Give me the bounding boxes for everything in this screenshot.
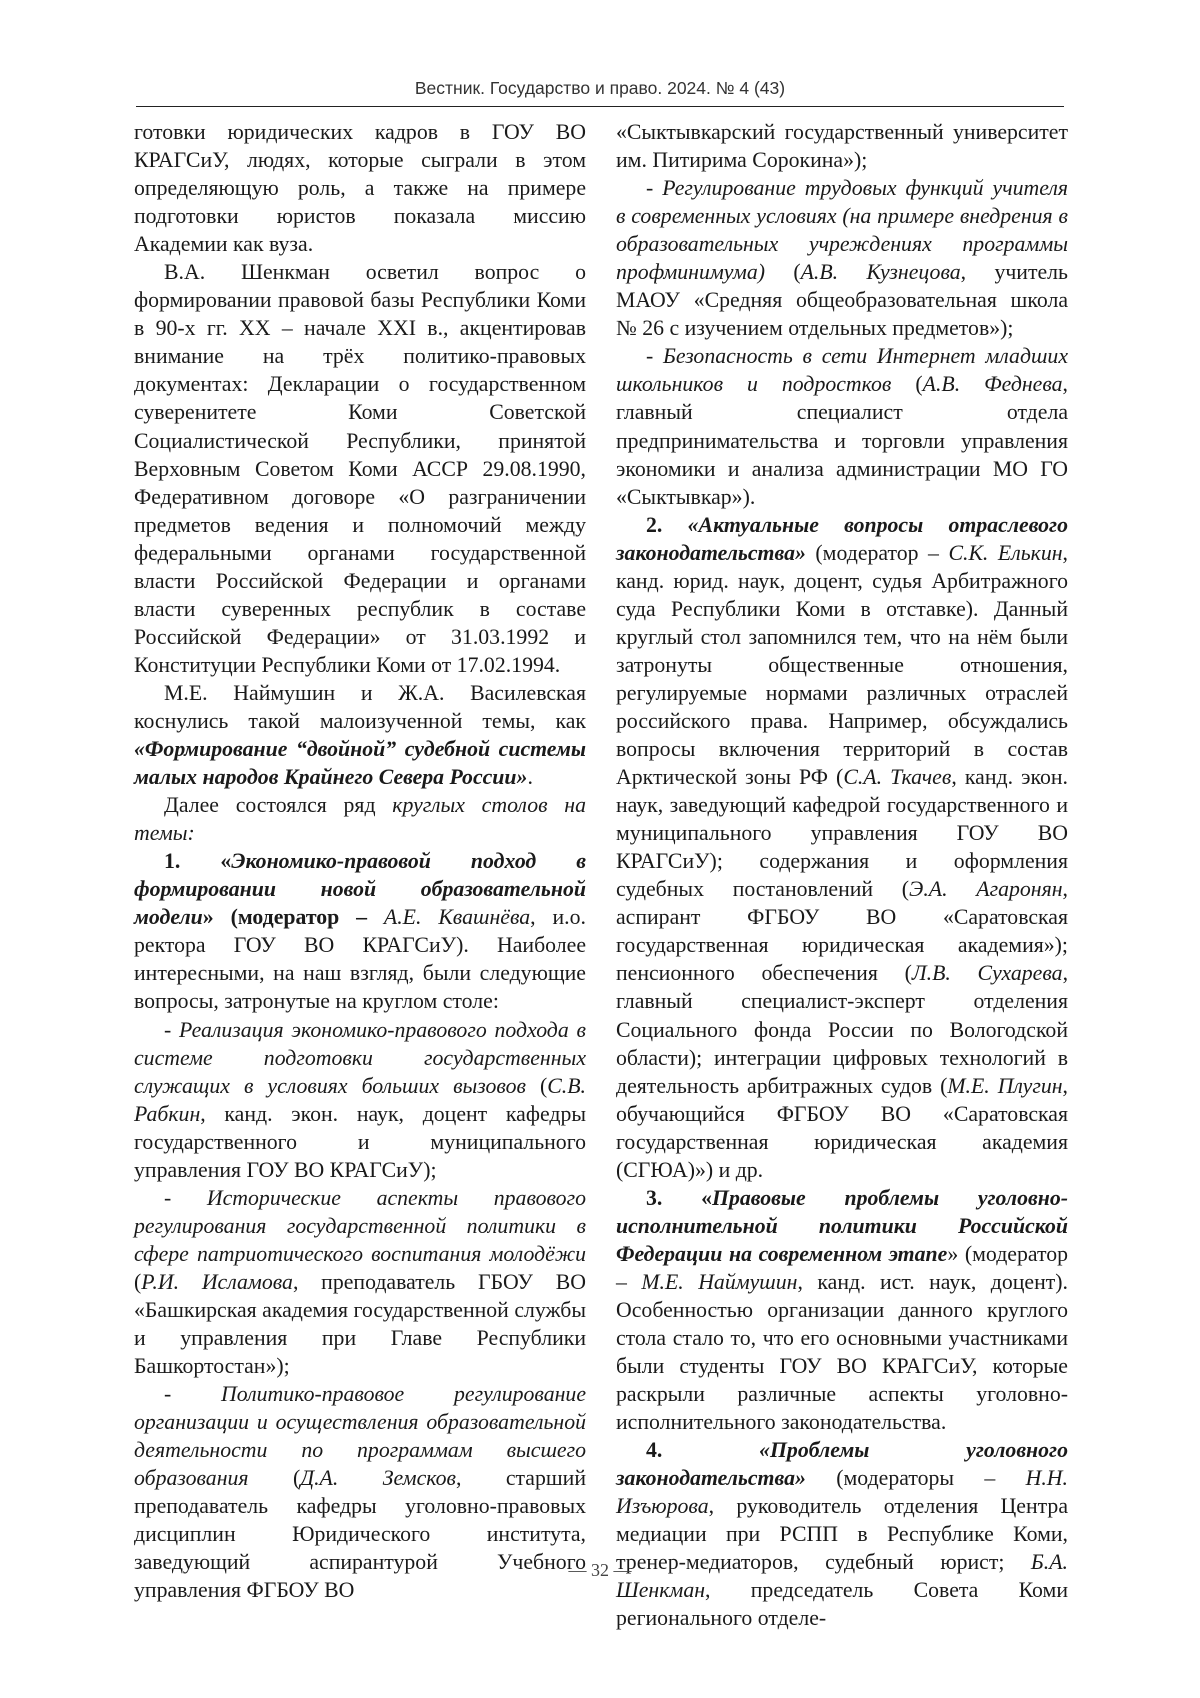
- roundtable-title: Экономико-правовой подход в формировании новой образовательной модели: [134, 849, 586, 930]
- person-name: А.Е. Квашнёва: [383, 905, 531, 930]
- topic-title: - Реализация экономико-правового подхода в системе подготовки государственных служащих в условиях больших вызовов: [134, 1017, 586, 1098]
- list-item: - Реализация экономико-правового подхода в системе подготовки государственных служащих в условиях больших вызовов (С.В. Рабкин, канд. экон. наук, доцент кафедры государственного и муниципального управления ГОУ ВО КРАГСиУ);: [134, 1017, 586, 1182]
- left-column: [134, 118, 586, 1604]
- person-name: С.А. Ткачев: [843, 765, 952, 790]
- paragraph: Далее состоялся ряд круглых столов на темы:: [134, 793, 586, 846]
- list-item: - Политико-правовое регулирование организации и осуществления образовательной деятельности по программам высшего образования (Д.А. Земсков, старший преподаватель кафедры уголовно-правовых дисциплин Юридического института, заведующий аспирантурой Учебного управления ФГБОУ ВО: [134, 1382, 586, 1603]
- running-header: [136, 70, 1064, 107]
- topic-title: - Регулирование трудовых функций учителя в современных условиях (на примере внедрения в образовательных учреждениях программы профминимума): [616, 176, 1068, 285]
- list-item: - Исторические аспекты правового регулирования государственной политики в сфере патриотического воспитания молодёжи (Р.И. Исламова, преподаватель ГБОУ ВО «Башкирская академия государственной службы и управления при Главе Республики Башкортостан»);: [134, 1185, 586, 1379]
- person-name: Р.И. Исламова: [141, 1269, 293, 1294]
- person-name: С.К. Елькин: [948, 540, 1063, 565]
- person-name: С.В. Рабкин: [134, 1073, 586, 1126]
- person-name: Д.А. Земсков: [300, 1466, 456, 1491]
- roundtable-item: 2. «Актуальные вопросы отраслевого законодательства» (модератор – С.К. Елькин, канд. юрид. наук, доцент, судья Арбитражного суда Республики Коми в отставке). Данный круглый стол запомнился тем, что на нём были затронуты общественные отношения, регулируемые нормами различных отраслей российского права. Например, обсуждались вопросы включения территорий в состав Арктической зоны РФ (С.А. Ткачев, канд. экон. наук, заведующий кафедрой государственного и муниципального управления ГОУ ВО КРАГСиУ); содержания и оформления судебных постановлений (Э.А. Агаронян, аспирант ФГБОУ ВО «Саратовская государственная юридическая академия»); пенсионного обеспечения (Л.В. Сухарева, главный специалист-эксперт отделения Социального фонда России по Вологодской области); интеграции цифровых технологий в деятельность арбитражных судов (М.Е. Плугин, обучающийся ФГБОУ ВО «Саратовская государственная юридическая академия (СГЮА)») и др.: [616, 512, 1069, 1182]
- page-number: — 32 —: [568, 1560, 632, 1580]
- person-name: Б.А. Шенкман: [616, 1550, 1068, 1603]
- emphasized-title: «Формирование “двойной” судебной системы малых народов Крайнего Севера России»: [134, 737, 586, 790]
- roundtable-title: «Проблемы уголовного законодательства»: [616, 1438, 1069, 1491]
- topic-title: - Исторические аспекты правового регулирования государственной политики в сфере патриотического воспитания молодёжи: [134, 1185, 586, 1266]
- person-name: М.Е. Наймушин: [641, 1269, 798, 1294]
- paragraph: В.А. Шенкман осветил вопрос о формировании правовой базы Республики Коми в 90-х гг. XX – начале XXI в., акцентировав внимание на трёх политико-правовых документах: Декларации о государственном суверенитете Коми Советской Социалистической Республики, принятой Верховным Советом Коми АССР 29.08.1990, Федеративном договоре «О разграничении предметов ведения и полномочий между федеральными органами государственной власти Российской Федерации и органами власти суверенных республик в составе Российской Федерации» от 31.03.1992 и Конституции Республики Коми от 17.02.1994.: [134, 260, 586, 677]
- paragraph: готовки юридических кадров в ГОУ ВО КРАГСиУ, людях, которые сыграли в этом определяющую роль, а также на примере подготовки юристов показала миссию Академии как вуза.: [134, 120, 586, 257]
- right-column: [616, 118, 1068, 1633]
- person-name: А.В. Феднева: [922, 372, 1063, 397]
- list-item: - Безопасность в сети Интернет младших школьников и подростков (А.В. Феднева, главный специалист отдела предпринимательства и торговли управления экономики и анализа администрации МО ГО «Сыктывкар»).: [616, 344, 1068, 509]
- roundtable-item: 1. «Экономико-правовой подход в формировании новой образовательной модели» (модератор – А.Е. Квашнёва, и.о. ректора ГОУ ВО КРАГСиУ). Наиболее интересными, на наш взгляд, были следующие вопросы, затронутые на круглом столе:: [134, 849, 586, 1014]
- person-name: Э.А. Агаронян: [909, 877, 1063, 902]
- person-name: А.В. Кузнецова: [800, 260, 961, 285]
- journal-title: Вестник. Государство и право. 2024. № 4 (43): [414, 78, 786, 98]
- topic-title: - Безопасность в сети Интернет младших школьников и подростков: [616, 344, 1068, 397]
- topic-title: - Политико-правовое регулирование организации и осуществления образовательной деятельности по программам высшего образования: [134, 1382, 586, 1491]
- paragraph: М.Е. Наймушин и Ж.А. Василевская коснулись такой малоизученной темы, как «Формирование “двойной” судебной системы малых народов Крайнего Севера России».: [134, 680, 586, 790]
- person-name: Л.В. Сухарева: [911, 961, 1063, 986]
- paragraph: «Сыктывкарский государственный университет им. Питирима Сорокина»);: [616, 120, 1068, 173]
- roundtable-item: 3. «Правовые проблемы уголовно-исполнительной политики Российской Федерации на современном этапе» (модератор – М.Е. Наймушин, канд. ист. наук, доцент). Особенностью организации данного круглого стола стало то, что его основными участниками были студенты ГОУ ВО КРАГСиУ, которые раскрыли различные аспекты уголовно-исполнительного законодательства.: [616, 1185, 1068, 1435]
- list-item: - Регулирование трудовых функций учителя в современных условиях (на примере внедрения в образовательных учреждениях программы профминимума) (А.В. Кузнецова, учитель МАОУ «Средняя общеобразовательная школа № 26 с изучением отдельных предметов»);: [616, 176, 1068, 341]
- roundtable-item: 4. «Проблемы уголовного законодательства» (модераторы – Н.Н. Изъюрова, руководитель отделения Центра медиации при РСПП в Республике Коми, тренер-медиаторов, судебный юрист; Б.А. Шенкман, председатель Совета Коми регионального отделе-: [616, 1438, 1069, 1631]
- roundtable-title: Правовые проблемы уголовно-исполнительной политики Российской Федерации на современном этапе: [616, 1185, 1068, 1266]
- roundtable-title: «Актуальные вопросы отраслевого законодательства»: [616, 512, 1068, 565]
- person-name: М.Е. Плугин: [947, 1073, 1063, 1098]
- person-name: Н.Н. Изъюрова: [616, 1466, 1068, 1519]
